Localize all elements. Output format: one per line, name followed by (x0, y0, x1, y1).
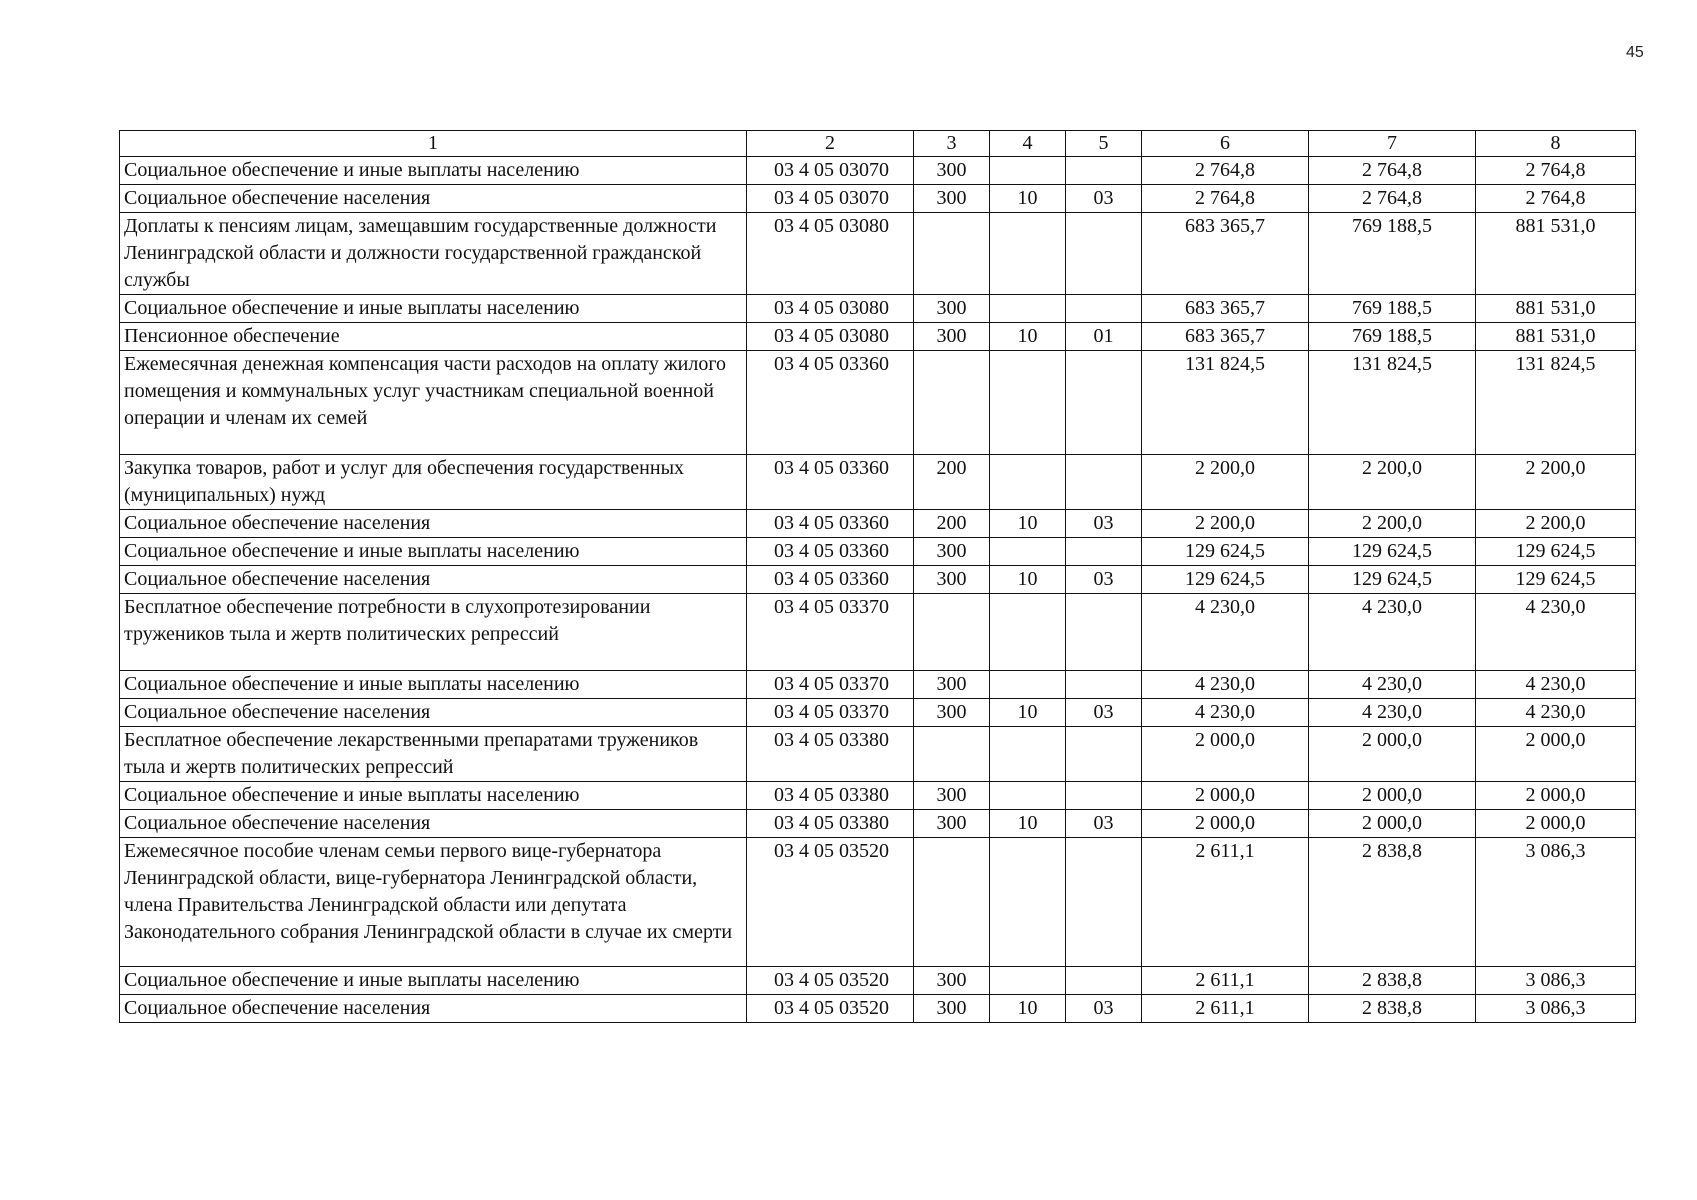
row-col5-cell (1066, 351, 1142, 455)
row-name-cell: Социальное обеспечение и иные выплаты населению (120, 782, 747, 810)
column-header: 1 (120, 131, 747, 157)
row-value7-cell: 2 838,8 (1309, 967, 1476, 995)
budget-table (119, 130, 1636, 1023)
row-value6-cell: 683 365,7 (1142, 323, 1309, 351)
row-col5-cell (1066, 295, 1142, 323)
row-value7-cell: 4 230,0 (1309, 594, 1476, 671)
row-value8-cell: 4 230,0 (1476, 699, 1636, 727)
row-col4-cell (990, 594, 1066, 671)
row-value8-cell: 881 531,0 (1476, 323, 1636, 351)
table-row (120, 699, 1636, 727)
row-col3-cell: 300 (914, 699, 990, 727)
column-header: 8 (1476, 131, 1636, 157)
row-code-cell: 03 4 05 03360 (747, 351, 914, 455)
row-value7-cell: 2 000,0 (1309, 727, 1476, 782)
row-value6-cell: 4 230,0 (1142, 699, 1309, 727)
row-name-cell: Закупка товаров, работ и услуг для обеспечения государственных (муниципальных) нужд (120, 455, 747, 510)
row-value7-cell: 769 188,5 (1309, 213, 1476, 295)
row-col5-cell (1066, 594, 1142, 671)
row-name-cell: Социальное обеспечение населения (120, 810, 747, 838)
row-col4-cell (990, 967, 1066, 995)
row-value7-cell: 2 838,8 (1309, 838, 1476, 967)
row-col3-cell: 300 (914, 566, 990, 594)
row-code-cell: 03 4 05 03380 (747, 727, 914, 782)
row-code-cell: 03 4 05 03380 (747, 782, 914, 810)
row-col5-cell (1066, 782, 1142, 810)
row-value8-cell: 3 086,3 (1476, 995, 1636, 1023)
row-code-cell: 03 4 05 03370 (747, 699, 914, 727)
row-value8-cell: 881 531,0 (1476, 295, 1636, 323)
row-col5-cell (1066, 838, 1142, 967)
row-col4-cell (990, 351, 1066, 455)
row-value6-cell: 2 611,1 (1142, 967, 1309, 995)
row-col5-cell (1066, 213, 1142, 295)
row-value8-cell: 4 230,0 (1476, 594, 1636, 671)
table-row (120, 351, 1636, 455)
row-col5-cell: 03 (1066, 995, 1142, 1023)
row-value8-cell: 2 764,8 (1476, 185, 1636, 213)
row-value7-cell: 2 200,0 (1309, 455, 1476, 510)
row-col3-cell (914, 213, 990, 295)
table-row (120, 295, 1636, 323)
row-col4-cell: 10 (990, 699, 1066, 727)
row-name-cell: Доплаты к пенсиям лицам, замещавшим государственные должности Ленинградской области и должности государственной гражданской службы (120, 213, 747, 295)
row-value8-cell: 129 624,5 (1476, 566, 1636, 594)
row-value7-cell: 129 624,5 (1309, 538, 1476, 566)
row-code-cell: 03 4 05 03080 (747, 213, 914, 295)
row-col5-cell: 01 (1066, 323, 1142, 351)
row-code-cell: 03 4 05 03360 (747, 566, 914, 594)
row-value6-cell: 2 200,0 (1142, 455, 1309, 510)
row-value8-cell: 3 086,3 (1476, 967, 1636, 995)
row-value8-cell: 2 000,0 (1476, 782, 1636, 810)
row-col5-cell: 03 (1066, 699, 1142, 727)
column-header: 7 (1309, 131, 1476, 157)
table-row (120, 967, 1636, 995)
row-code-cell: 03 4 05 03520 (747, 995, 914, 1023)
row-col5-cell: 03 (1066, 185, 1142, 213)
row-value7-cell: 2 764,8 (1309, 157, 1476, 185)
row-value6-cell: 2 764,8 (1142, 157, 1309, 185)
row-col4-cell (990, 538, 1066, 566)
row-col4-cell: 10 (990, 185, 1066, 213)
row-value6-cell: 2 764,8 (1142, 185, 1309, 213)
column-header: 4 (990, 131, 1066, 157)
row-col5-cell (1066, 157, 1142, 185)
row-name-cell: Бесплатное обеспечение потребности в слухопротезировании тружеников тыла и жертв политических репрессий (120, 594, 747, 671)
column-header: 2 (747, 131, 914, 157)
row-name-cell: Социальное обеспечение и иные выплаты населению (120, 295, 747, 323)
row-col3-cell: 300 (914, 157, 990, 185)
row-col4-cell (990, 157, 1066, 185)
row-name-cell: Социальное обеспечение и иные выплаты населению (120, 671, 747, 699)
row-col4-cell (990, 295, 1066, 323)
page-number: 45 (1626, 44, 1644, 61)
table-row (120, 566, 1636, 594)
row-col3-cell: 200 (914, 455, 990, 510)
row-value7-cell: 769 188,5 (1309, 295, 1476, 323)
row-value8-cell: 2 200,0 (1476, 510, 1636, 538)
row-value6-cell: 683 365,7 (1142, 295, 1309, 323)
row-value7-cell: 769 188,5 (1309, 323, 1476, 351)
row-name-cell: Ежемесячная денежная компенсация части расходов на оплату жилого помещения и коммунальных услуг участникам специальной военной операции и членам их семей (120, 351, 747, 455)
row-value6-cell: 2 611,1 (1142, 995, 1309, 1023)
row-name-cell: Социальное обеспечение населения (120, 185, 747, 213)
row-value6-cell: 4 230,0 (1142, 671, 1309, 699)
row-name-cell: Социальное обеспечение и иные выплаты населению (120, 538, 747, 566)
row-col3-cell (914, 838, 990, 967)
table-row (120, 510, 1636, 538)
row-col4-cell: 10 (990, 566, 1066, 594)
row-value8-cell: 4 230,0 (1476, 671, 1636, 699)
row-col5-cell (1066, 671, 1142, 699)
row-col4-cell (990, 838, 1066, 967)
row-col4-cell: 10 (990, 323, 1066, 351)
row-col4-cell: 10 (990, 510, 1066, 538)
row-code-cell: 03 4 05 03070 (747, 185, 914, 213)
row-value6-cell: 129 624,5 (1142, 538, 1309, 566)
row-name-cell: Социальное обеспечение населения (120, 995, 747, 1023)
row-col5-cell (1066, 538, 1142, 566)
row-col5-cell: 03 (1066, 510, 1142, 538)
row-name-cell: Ежемесячное пособие членам семьи первого вице-губернатора Ленинградской области, вице-губернатора Ленинградской области, члена Правительства Ленинградской области или депутата Законодательного собрания Ленинградской области в случае их смерти (120, 838, 747, 967)
column-header: 6 (1142, 131, 1309, 157)
row-value7-cell: 2 000,0 (1309, 810, 1476, 838)
row-value8-cell: 129 624,5 (1476, 538, 1636, 566)
row-value8-cell: 2 764,8 (1476, 157, 1636, 185)
row-code-cell: 03 4 05 03080 (747, 323, 914, 351)
row-code-cell: 03 4 05 03070 (747, 157, 914, 185)
row-col4-cell: 10 (990, 995, 1066, 1023)
row-value7-cell: 2 838,8 (1309, 995, 1476, 1023)
row-code-cell: 03 4 05 03370 (747, 671, 914, 699)
row-col3-cell: 300 (914, 995, 990, 1023)
row-value6-cell: 2 000,0 (1142, 727, 1309, 782)
row-value6-cell: 2 000,0 (1142, 810, 1309, 838)
row-name-cell: Социальное обеспечение и иные выплаты населению (120, 967, 747, 995)
row-value6-cell: 131 824,5 (1142, 351, 1309, 455)
row-col4-cell (990, 213, 1066, 295)
row-col4-cell (990, 727, 1066, 782)
row-value7-cell: 2 000,0 (1309, 782, 1476, 810)
row-col3-cell (914, 594, 990, 671)
row-col4-cell (990, 671, 1066, 699)
row-code-cell: 03 4 05 03360 (747, 538, 914, 566)
table-row (120, 185, 1636, 213)
row-value8-cell: 2 000,0 (1476, 727, 1636, 782)
row-value7-cell: 4 230,0 (1309, 671, 1476, 699)
row-col5-cell (1066, 727, 1142, 782)
header-row (120, 131, 1636, 157)
row-value6-cell: 129 624,5 (1142, 566, 1309, 594)
row-value6-cell: 2 200,0 (1142, 510, 1309, 538)
row-col3-cell (914, 727, 990, 782)
row-value8-cell: 2 200,0 (1476, 455, 1636, 510)
row-value7-cell: 2 764,8 (1309, 185, 1476, 213)
row-col3-cell: 300 (914, 185, 990, 213)
row-value7-cell: 2 200,0 (1309, 510, 1476, 538)
table-row (120, 455, 1636, 510)
row-code-cell: 03 4 05 03360 (747, 510, 914, 538)
row-col5-cell: 03 (1066, 810, 1142, 838)
row-name-cell: Социальное обеспечение населения (120, 699, 747, 727)
row-col3-cell: 300 (914, 538, 990, 566)
row-value6-cell: 683 365,7 (1142, 213, 1309, 295)
row-value8-cell: 131 824,5 (1476, 351, 1636, 455)
row-col4-cell (990, 455, 1066, 510)
row-value6-cell: 2 000,0 (1142, 782, 1309, 810)
table-row (120, 995, 1636, 1023)
row-name-cell: Социальное обеспечение и иные выплаты населению (120, 157, 747, 185)
row-col3-cell (914, 351, 990, 455)
row-col5-cell (1066, 455, 1142, 510)
row-col3-cell: 300 (914, 810, 990, 838)
row-col5-cell (1066, 967, 1142, 995)
table-row (120, 594, 1636, 671)
row-value7-cell: 4 230,0 (1309, 699, 1476, 727)
column-header: 3 (914, 131, 990, 157)
table-row (120, 213, 1636, 295)
table-row (120, 810, 1636, 838)
row-col3-cell: 300 (914, 671, 990, 699)
row-value8-cell: 3 086,3 (1476, 838, 1636, 967)
row-code-cell: 03 4 05 03370 (747, 594, 914, 671)
table-body (120, 157, 1636, 1023)
row-name-cell: Бесплатное обеспечение лекарственными препаратами тружеников тыла и жертв политических репрессий (120, 727, 747, 782)
table-row (120, 538, 1636, 566)
table-row (120, 157, 1636, 185)
table-row (120, 838, 1636, 967)
row-value8-cell: 881 531,0 (1476, 213, 1636, 295)
table-row (120, 323, 1636, 351)
row-value6-cell: 2 611,1 (1142, 838, 1309, 967)
table-row (120, 782, 1636, 810)
row-code-cell: 03 4 05 03380 (747, 810, 914, 838)
row-col4-cell (990, 782, 1066, 810)
row-name-cell: Пенсионное обеспечение (120, 323, 747, 351)
row-code-cell: 03 4 05 03360 (747, 455, 914, 510)
row-code-cell: 03 4 05 03080 (747, 295, 914, 323)
table-row (120, 671, 1636, 699)
row-col3-cell: 300 (914, 295, 990, 323)
row-value7-cell: 129 624,5 (1309, 566, 1476, 594)
row-col3-cell: 300 (914, 967, 990, 995)
row-name-cell: Социальное обеспечение населения (120, 566, 747, 594)
row-col5-cell: 03 (1066, 566, 1142, 594)
row-value7-cell: 131 824,5 (1309, 351, 1476, 455)
row-code-cell: 03 4 05 03520 (747, 967, 914, 995)
row-value8-cell: 2 000,0 (1476, 810, 1636, 838)
row-col3-cell: 200 (914, 510, 990, 538)
row-name-cell: Социальное обеспечение населения (120, 510, 747, 538)
row-col3-cell: 300 (914, 323, 990, 351)
row-col4-cell: 10 (990, 810, 1066, 838)
column-header: 5 (1066, 131, 1142, 157)
row-code-cell: 03 4 05 03520 (747, 838, 914, 967)
row-col3-cell: 300 (914, 782, 990, 810)
row-value6-cell: 4 230,0 (1142, 594, 1309, 671)
table-row (120, 727, 1636, 782)
